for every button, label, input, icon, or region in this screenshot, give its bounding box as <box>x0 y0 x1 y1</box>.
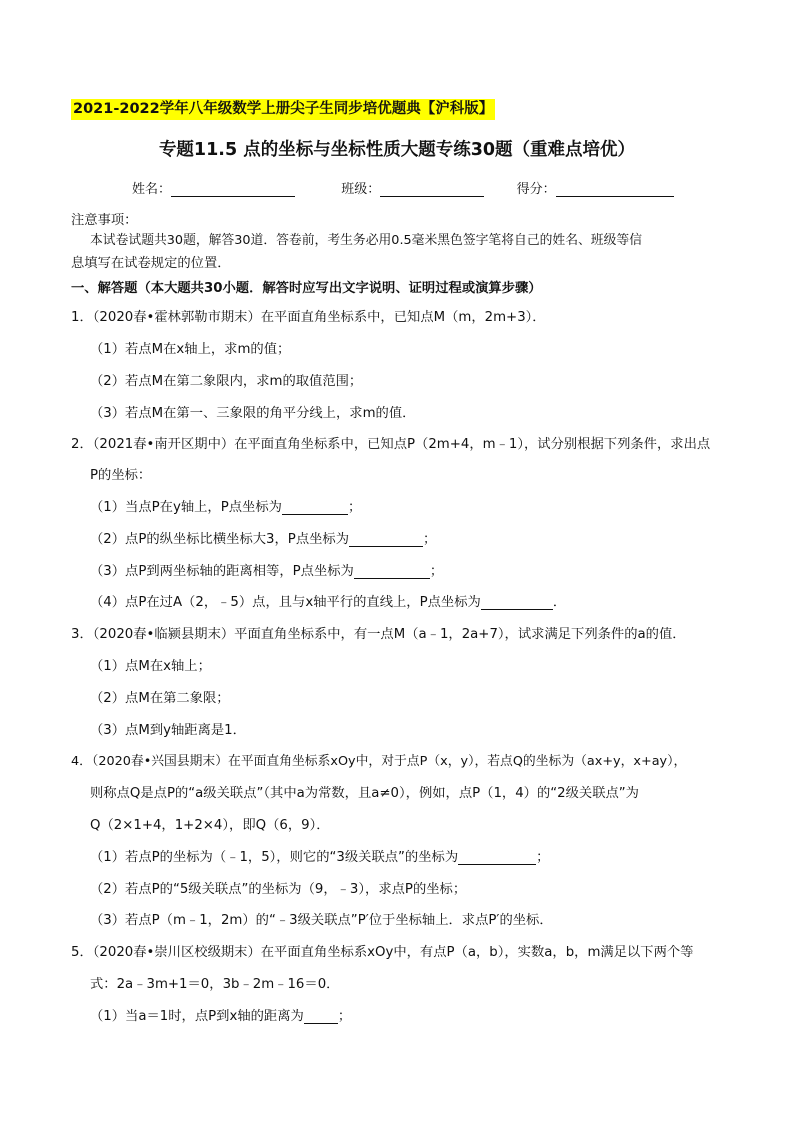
q2-part-1 <box>90 496 361 515</box>
q5-stem-1: 5．（2020春•崇川区校级期末）在平面直角坐标系xOy中，有点P（a，b），实数a，b，m满足以下两个等 <box>71 945 694 960</box>
q2-part-2 <box>90 528 436 547</box>
q2-part-2-text: （2）点P的纵坐标比横坐标大3，P点坐标为 <box>90 532 350 547</box>
q1-stem: 1．（2020春•霍林郭勒市期末）在平面直角坐标系中，已知点M（m，2m+3）． <box>71 310 546 325</box>
q2-part-4 <box>90 591 566 610</box>
notice-line-2: 息填写在试卷规定的位置． <box>71 256 231 271</box>
name-blank[interactable] <box>171 183 295 197</box>
q2-part-1-text: （1）当点P在y轴上，P点坐标为 <box>90 500 282 515</box>
q2-answer-blank-2[interactable] <box>349 533 423 547</box>
q4-stem-1: 4．（2020春•兴国县期末）在平面直角坐标系xOy中，对于点P（x，y），若点Q的坐标为（ax+y，x+ay）， <box>71 754 687 769</box>
notice-heading: 注意事项： <box>71 213 138 228</box>
name-label: 姓名： <box>132 182 172 197</box>
q4-part-2: （2）若点P的“5级关联点”的坐标为（9，﹣3），求点P的坐标； <box>90 882 467 897</box>
class-blank[interactable] <box>380 183 484 197</box>
q2-part-3 <box>90 560 443 579</box>
page-title: 专题11.5 点的坐标与坐标性质大题专练30题（重难点培优） <box>158 140 636 160</box>
q2-stem-1: 2．（2021春•南开区期中）在平面直角坐标系中，已知点P（2m+4，m﹣1），试分别根据下列条件，求出点 <box>71 437 711 452</box>
q2-part-3-end: ； <box>429 564 444 579</box>
q2-answer-blank-3[interactable] <box>354 565 430 579</box>
q1-part-3: （3）若点M在第一、三象限的角平分线上，求m的值． <box>90 406 416 421</box>
q2-part-4-end: ． <box>552 595 567 610</box>
class-label: 班级： <box>341 182 381 197</box>
q2-part-4-text: （4）点P在过A（2，﹣5）点，且与x轴平行的直线上，P点坐标为 <box>90 595 481 610</box>
q5-stem-2: 式：2a﹣3m+1＝0，3b﹣2m﹣16＝0． <box>90 977 340 992</box>
q5-part-1-text: （1）当a＝1时，点P到x轴的距离为 <box>90 1009 304 1024</box>
score-blank[interactable] <box>556 183 674 197</box>
q4-part-3: （3）若点P（m﹣1，2m）的“﹣3级关联点”P′位于坐标轴上．求点P′的坐标． <box>90 913 553 928</box>
q3-part-1: （1）点M在x轴上； <box>90 659 211 674</box>
q1-part-2: （2）若点M在第二象限内，求m的取值范围； <box>90 374 363 389</box>
q4-answer-blank-1[interactable] <box>458 851 536 865</box>
q4-stem-2: 则称点Q是点P的“a级关联点”（其中a为常数，且a≠0），例如，点P（1，4）的“2级关联点”为 <box>90 786 639 801</box>
q2-answer-blank-4[interactable] <box>481 596 553 610</box>
q2-stem-2: P的坐标： <box>90 468 152 483</box>
q2-part-2-end: ； <box>423 532 437 547</box>
q2-part-3-text: （3）点P到两坐标轴的距离相等，P点坐标为 <box>90 564 354 579</box>
q5-part-1 <box>90 1005 351 1024</box>
q2-part-1-end: ； <box>347 500 362 515</box>
section-heading: 一、解答题（本大题共30小题．解答时应写出文字说明、证明过程或演算步骤） <box>71 281 542 296</box>
series-banner: 2021-2022学年八年级数学上册尖子生同步培优题典【沪科版】 <box>71 99 495 120</box>
q5-part-1-end: ； <box>337 1009 352 1024</box>
student-info-line <box>132 178 674 197</box>
q4-part-1-end: ； <box>536 850 550 865</box>
q1-part-1: （1）若点M在x轴上，求m的值； <box>90 342 291 357</box>
score-label: 得分： <box>516 182 556 197</box>
notice-line-1: 本试卷试题共30题，解答30道．答卷前，考生务必用0.5毫米黑色签字笔将自己的姓名、班级等信 <box>90 233 642 248</box>
q4-stem-3: Q（2×1+4，1+2×4），即Q（6，9）． <box>90 818 330 833</box>
q3-part-3: （3）点M到y轴距离是1． <box>90 723 246 738</box>
q4-part-1 <box>90 846 549 865</box>
q3-stem: 3．（2020春•临颍县期末）平面直角坐标系中，有一点M（a﹣1，2a+7），试求满足下列条件的a的值． <box>71 627 686 642</box>
q5-answer-blank-1[interactable] <box>304 1010 338 1024</box>
q4-part-1-text: （1）若点P的坐标为（﹣1，5），则它的“3级关联点”的坐标为 <box>90 850 459 865</box>
q3-part-2: （2）点M在第二象限； <box>90 691 230 706</box>
q2-answer-blank-1[interactable] <box>282 501 348 515</box>
